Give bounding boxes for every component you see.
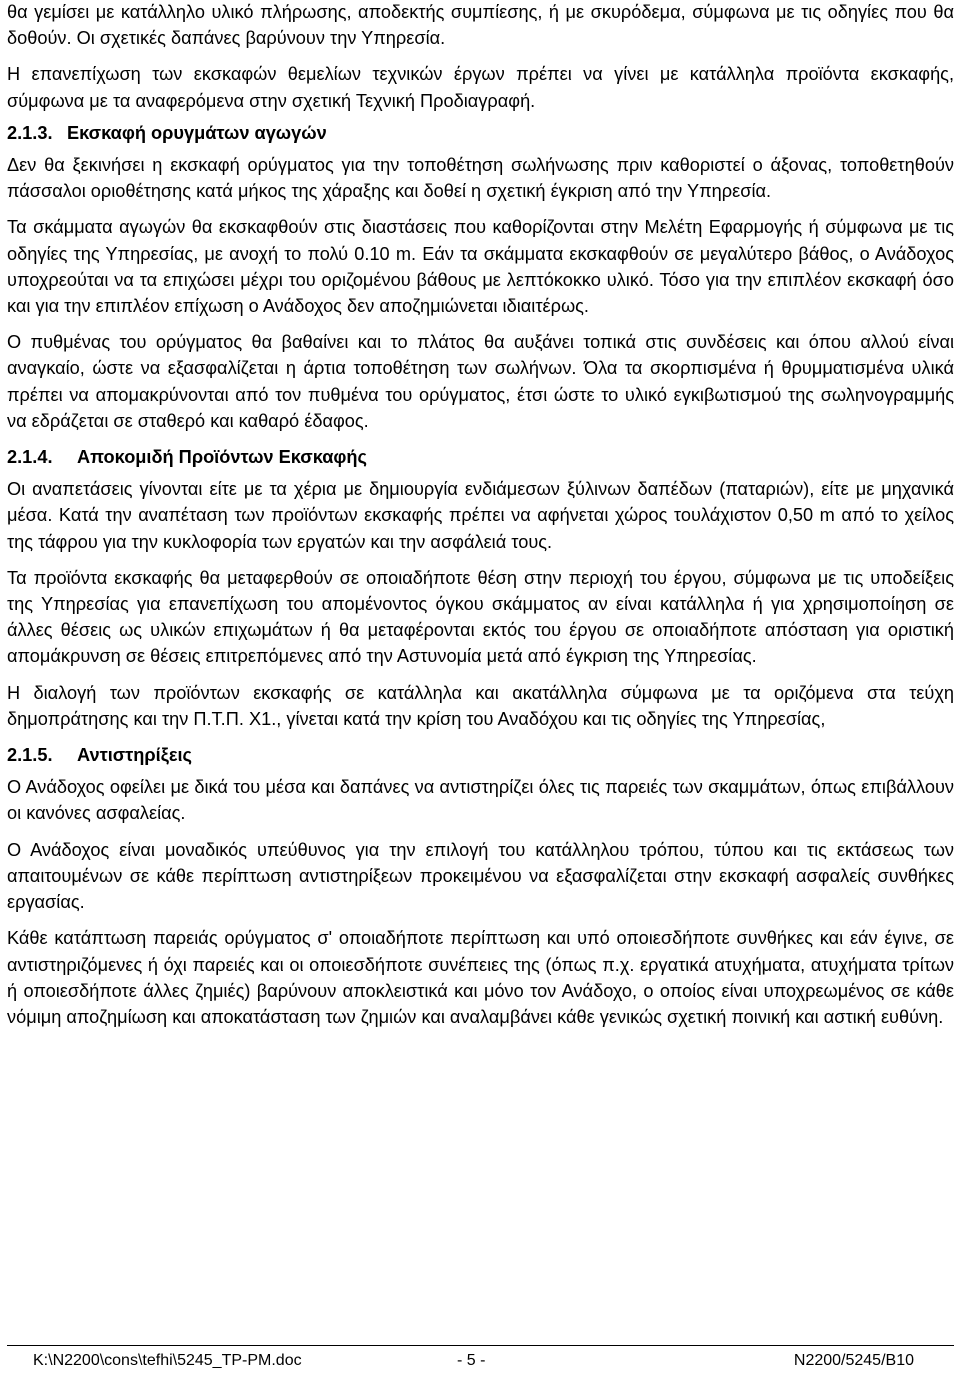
paragraph-trench-start: Δεν θα ξεκινήσει η εκσκαφή ορύγματος για την τοποθέτηση σωλήνωσης πριν καθοριστεί ο άξονας, τοποθετηθούν πάσσαλοι οριοθέτησης κατά μήκος της χάραξης και δοθεί η σχετική έγκριση από την Υπηρεσία.	[7, 155, 954, 202]
section-heading-2-1-3	[7, 120, 954, 146]
section-number: 2.1.5.	[7, 745, 53, 766]
section-heading-2-1-5	[7, 742, 954, 768]
section-number: 2.1.4.	[7, 447, 53, 468]
paragraph-trench-dimensions: Τα σκάμματα αγωγών θα εκσκαφθούν στις διαστάσεις που καθορίζονται στην Μελέτη Εφαρμογής ή σύμφωνα με τις οδηγίες της Υπηρεσίας, με ανοχή το πολύ 0.10 m. Εάν τα σκάμματα εκσκαφθούν σε μεγαλύτερο βάθος, ο Ανάδοχος υποχρεούται να τα επιχώσει μέχρι του οριζομένου βάθους με λεπτόκοκκο υλικό. Τόσο για την επιπλέον εκσκαφή όσο και για την επιπλέον επίχωση ο Ανάδοχος δεν αποζημιώνεται ιδιαιτέρως.	[7, 217, 954, 317]
paragraph-spoil-transport: Τα προϊόντα εκσκαφής θα μεταφερθούν σε οποιαδήποτε θέση στην περιοχή του έργου, σύμφωνα με τις υποδείξεις της Υπηρεσίας για επανεπίχωση του απομένοντος όγκου σκάμματος αν είναι κατάλληλα ή για χρησιμοποίηση σε άλλες θέσεις ως υλικών επιχωμάτων ή θα μεταφέρονται εκτός του έργου σε οποιαδήποτε απόσταση για οριστική απομάκρυνση σε θέσεις επιτρεπόμενες από την Αστυνομία μετά από έγκριση της Υπηρεσίας.	[7, 567, 954, 667]
page-footer	[7, 1345, 954, 1376]
document-page	[7, 0, 954, 1030]
section-title: Εκσκαφή ορυγμάτων αγωγών	[67, 122, 327, 143]
section-title: Αποκομιδή Προϊόντων Εκσκαφής	[77, 447, 368, 468]
paragraph-fill-material: θα γεμίσει με κατάλληλο υλικό πλήρωσης, αποδεκτής συμπίεσης, ή με σκυρόδεμα, σύμφωνα με τις οδηγίες που θα δοθούν. Οι σχετικές δαπάνες βαρύνουν την Υπηρεσία.	[7, 2, 954, 49]
footer-page-number: - 5 -	[457, 1352, 486, 1369]
paragraph-backfill: Η επανεπίχωση των εκσκαφών θεμελίων τεχνικών έργων πρέπει να γίνει με κατάλληλα προϊόντα εκσκαφής, σύμφωνα με τα αναφερόμενα στην σχετική Τεχνική Προδιαγραφή.	[7, 64, 954, 111]
section-heading-2-1-4	[7, 444, 954, 470]
footer-file-path: K:\N2200\cons\tefhi\5245_TP-PM.doc	[33, 1352, 302, 1369]
paragraph-collapse-liability: Κάθε κατάπτωση παρειάς ορύγματος σ' οποιαδήποτε περίπτωση και υπό οποιεσδήποτε συνθήκες και εάν έγινε, σε αντιστηριζόμενες ή όχι παρειές και οι οποιεσδήποτε συνέπειες της (όπως π.χ. εργατικά ατυχήματα, ατυχήματα τρίτων ή οποιεσδήποτε άλλες ζημιές) βαρύνουν αποκλειστικά και μόνο τον Ανάδοχο, ο οποίος είναι υποχρεωμένος σε κάθε νόμιμη αποζημίωση και αποκατάσταση των ζημιών και αναλαμβάνει κάθε γενικώς σχετική ποινική και αστική ευθύνη.	[7, 928, 954, 1027]
paragraph-shoring-responsibility: Ο Ανάδοχος είναι μοναδικός υπεύθυνος για την επιλογή του κατάλληλου τρόπου, τύπου και τις εκτάσεως των απαιτουμένων σε κάθε περίπτωση αντιστηρίξεων προκειμένου να εξασφαλίζεται στην εκσκαφή ασφαλείς συνθήκες εργασίας.	[7, 839, 954, 913]
paragraph-shoring-duty: Ο Ανάδοχος οφείλει με δικά του μέσα και δαπάνες να αντιστηρίζει όλες τις παρειές των σκαμμάτων, όπως επιβάλλουν οι κανόνες ασφαλείας.	[7, 777, 954, 824]
paragraph-trench-bottom: Ο πυθμένας του ορύγματος θα βαθαίνει και το πλάτος θα αυξάνει τοπικά στις συνδέσεις και όπου αλλού είναι αναγκαίο, ώστε να εξασφαλίζεται η άρτια τοποθέτηση των σωλήνων. Όλα τα σκορπισμένα ή θρυμματισμένα υλικά πρέπει να απομακρύνονται από τον πυθμένα του ορύγματος, έτσι ώστε το υλικό εγκιβωτισμού της σωληνογραμμής να εδράζεται σε σταθερό και καθαρό έδαφος.	[7, 332, 954, 431]
section-number: 2.1.3.	[7, 122, 53, 143]
paragraph-spoil-staging: Οι αναπετάσεις γίνονται είτε με τα χέρια με δημιουργία ενδιάμεσων ξύλινων δαπέδων (παταριών), είτε με μηχανικά μέσα. Κατά την αναπέταση των προϊόντων εκσκαφής πρέπει να αφήνεται χώρος τουλάχιστον 0,50 m από το χείλος της τάφρου για την κυκλοφορία των εργατών και την ασφάλειά τους.	[7, 479, 954, 552]
paragraph-spoil-sorting: Η διαλογή των προϊόντων εκσκαφής σε κατάλληλα και ακατάλληλα σύμφωνα με τα οριζόμενα στα τεύχη δημοπράτησης και την Π.Τ.Π. Χ1., γίνεται κατά την κρίση του Αναδόχου και τις οδηγίες της Υπηρεσίας,	[7, 682, 954, 729]
section-title: Αντιστηρίξεις	[77, 745, 192, 766]
footer-document-code: N2200/5245/B10	[793, 1352, 914, 1369]
